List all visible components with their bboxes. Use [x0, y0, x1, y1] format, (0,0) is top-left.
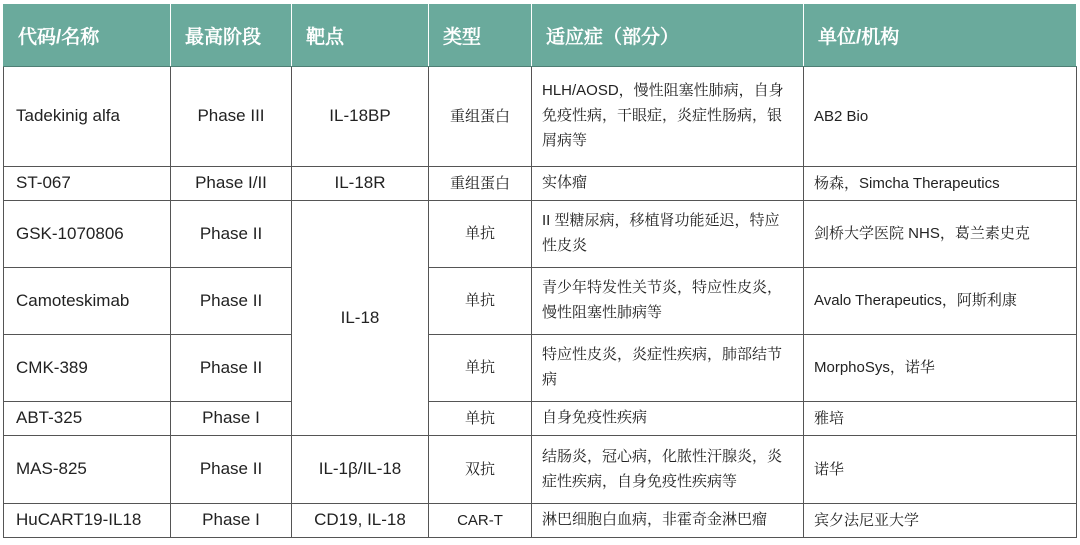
cell-phase: Phase II: [171, 268, 292, 335]
cell-org: AB2 Bio: [804, 67, 1077, 167]
cell-type: 单抗: [429, 335, 532, 402]
cell-phase: Phase I: [171, 402, 292, 436]
cell-name: MAS-825: [4, 436, 171, 504]
cell-phase: Phase I: [171, 504, 292, 538]
cell-name: Camoteskimab: [4, 268, 171, 335]
header-phase: 最高阶段: [171, 4, 292, 67]
cell-name: ABT-325: [4, 402, 171, 436]
header-org: 单位/机构: [804, 4, 1077, 67]
cell-name: ST-067: [4, 167, 171, 201]
table-row: [4, 436, 1077, 504]
drug-table: [3, 3, 1077, 538]
table-container: [3, 3, 1077, 538]
cell-indication: 实体瘤: [532, 167, 804, 201]
header-target: 靶点: [292, 4, 429, 67]
cell-indication: II 型糖尿病，移植肾功能延迟，特应性皮炎: [532, 201, 804, 268]
cell-type: 重组蛋白: [429, 167, 532, 201]
cell-indication: HLH/AOSD，慢性阻塞性肺病，自身免疫性病，干眼症，炎症性肠病，银屑病等: [532, 67, 804, 167]
cell-name: HuCART19-IL18: [4, 504, 171, 538]
cell-org: Avalo Therapeutics，阿斯利康: [804, 268, 1077, 335]
table-row: [4, 67, 1077, 167]
table-row: [4, 167, 1077, 201]
cell-indication: 自身免疫性疾病: [532, 402, 804, 436]
table-row: [4, 268, 1077, 335]
cell-indication: 淋巴细胞白血病，非霍奇金淋巴瘤: [532, 504, 804, 538]
header-type: 类型: [429, 4, 532, 67]
cell-type: 单抗: [429, 201, 532, 268]
cell-org: 杨森，Simcha Therapeutics: [804, 167, 1077, 201]
cell-indication: 特应性皮炎，炎症性疾病，肺部结节病: [532, 335, 804, 402]
cell-indication: 结肠炎，冠心病，化脓性汗腺炎，炎症性疾病，自身免疫性疾病等: [532, 436, 804, 504]
cell-phase: Phase III: [171, 67, 292, 167]
cell-target: IL-18: [292, 201, 429, 436]
cell-phase: Phase II: [171, 201, 292, 268]
table-row: [4, 402, 1077, 436]
table-row: [4, 201, 1077, 268]
cell-type: 重组蛋白: [429, 67, 532, 167]
cell-indication: 青少年特发性关节炎，特应性皮炎，慢性阻塞性肺病等: [532, 268, 804, 335]
cell-org: MorphoSys，诺华: [804, 335, 1077, 402]
cell-type: 双抗: [429, 436, 532, 504]
header-row: [4, 4, 1077, 67]
cell-target: IL-18BP: [292, 67, 429, 167]
cell-org: 剑桥大学医院 NHS，葛兰素史克: [804, 201, 1077, 268]
cell-type: CAR-T: [429, 504, 532, 538]
cell-target: CD19, IL-18: [292, 504, 429, 538]
header-indication: 适应症（部分）: [532, 4, 804, 67]
cell-phase: Phase II: [171, 335, 292, 402]
cell-target: IL-18R: [292, 167, 429, 201]
cell-phase: Phase II: [171, 436, 292, 504]
header-name: 代码/名称: [4, 4, 171, 67]
cell-type: 单抗: [429, 268, 532, 335]
cell-org: 宾夕法尼亚大学: [804, 504, 1077, 538]
table-row: [4, 504, 1077, 538]
cell-org: 诺华: [804, 436, 1077, 504]
cell-name: Tadekinig alfa: [4, 67, 171, 167]
cell-name: CMK-389: [4, 335, 171, 402]
table-row: [4, 335, 1077, 402]
cell-org: 雅培: [804, 402, 1077, 436]
cell-type: 单抗: [429, 402, 532, 436]
cell-phase: Phase I/II: [171, 167, 292, 201]
cell-target: IL-1β/IL-18: [292, 436, 429, 504]
cell-name: GSK-1070806: [4, 201, 171, 268]
